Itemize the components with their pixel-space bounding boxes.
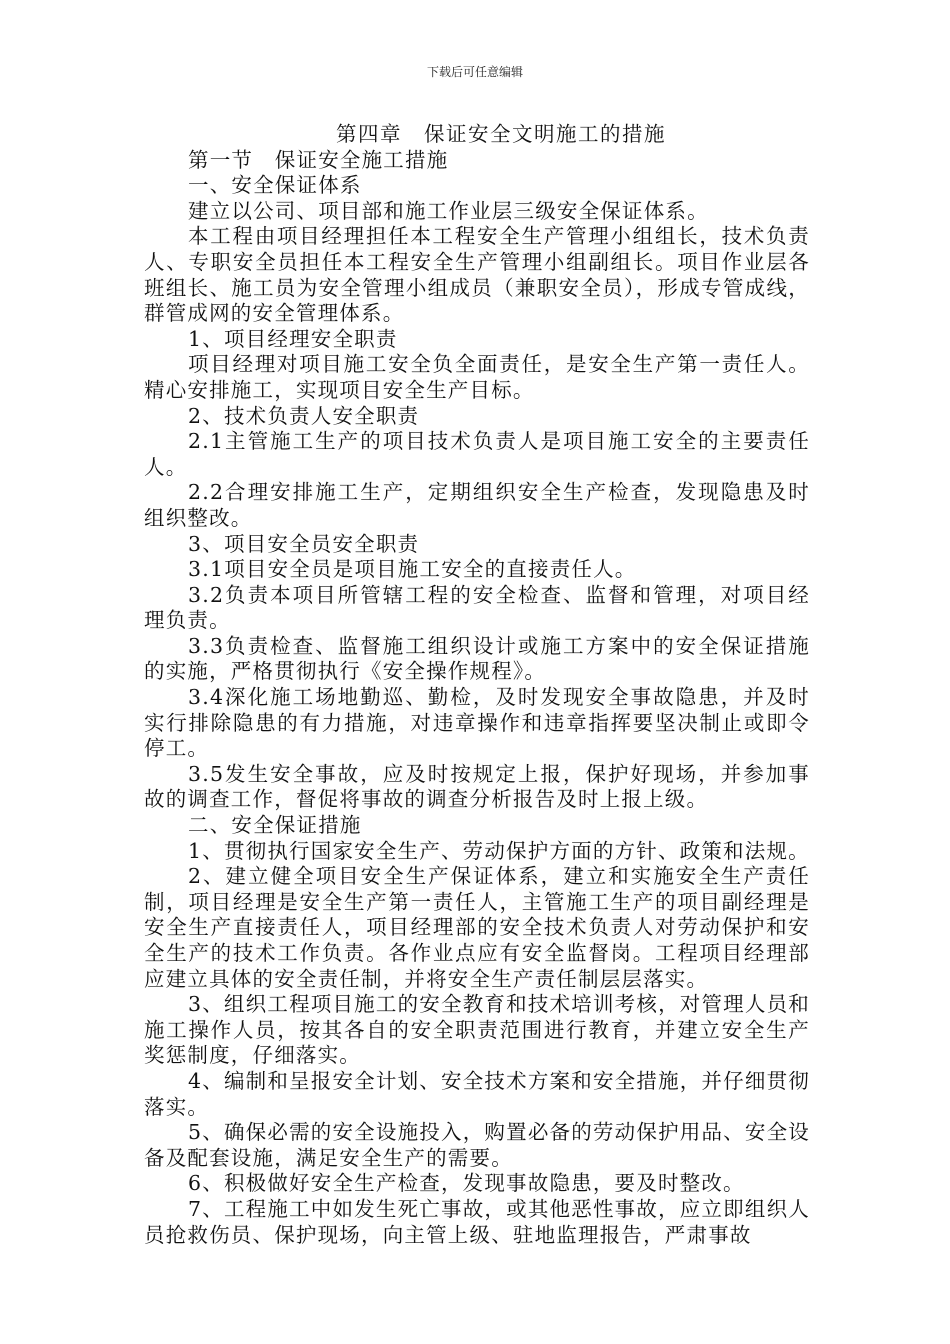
paragraph: 项目经理对项目施工安全负全面责任，是安全生产第一责任人。精心安排施工，实现项目安全生产目标。 — [144, 352, 810, 402]
paragraph: 5、确保必需的安全设施投入，购置必备的劳动保护用品、安全设备及配套设施，满足安全生产的需要。 — [144, 1120, 810, 1170]
subsection-heading: 一、安全保证体系 — [188, 173, 362, 198]
paragraph: 3.4深化施工场地勤巡、勤检，及时发现安全事故隐患，并及时实行排除隐患的有力措施，对违章操作和违章指挥要坚决制止或即令停工。 — [144, 685, 810, 761]
section-heading: 第一节 保证安全施工措施 — [188, 147, 449, 172]
paragraph: 7、工程施工中如发生死亡事故，或其他恶性事故，应立即组织人员抢救伤员、保护现场，向主管上级、驻地监理报告，严肃事故 — [144, 1196, 810, 1247]
paragraph: 3.5发生安全事故，应及时按规定上报，保护好现场，并参加事故的调查工作，督促将事故的调查分析报告及时上报上级。 — [144, 761, 810, 812]
paragraph: 2.2合理安排施工生产，定期组织安全生产检查，发现隐患及时组织整改。 — [144, 480, 810, 530]
paragraph: 2、建立健全项目安全生产保证体系，建立和实施安全生产责任制，项目经理是安全生产第一责任人，主管施工生产的项目副经理是安全生产直接责任人，项目经理部的安全技术负责人对劳动保护和安全生产的技术工作负责。各作业点应有安全监督岗。工程项目经理部应建立具体的安全责任制，并将安全生产责任制层层落实。 — [144, 864, 810, 991]
paragraph: 2.1主管施工生产的项目技术负责人是项目施工安全的主要责任人。 — [144, 429, 810, 479]
paragraph: 1、贯彻执行国家安全生产、劳动保护方面的方针、政策和法规。 — [188, 838, 810, 863]
paragraph: 建立以公司、项目部和施工作业层三级安全保证体系。 — [188, 198, 709, 223]
paragraph: 4、编制和呈报安全计划、安全技术方案和安全措施，并仔细贯彻落实。 — [144, 1068, 810, 1119]
document-body — [144, 122, 810, 1248]
paragraph: 3.3负责检查、监督施工组织设计或施工方案中的安全保证措施的实施，严格贯彻执行《安全操作规程》。 — [144, 633, 810, 684]
paragraph: 3、组织工程项目施工的安全教育和技术培训考核，对管理人员和施工操作人员，按其各自的安全职责范围进行教育，并建立安全生产奖惩制度，仔细落实。 — [144, 992, 810, 1068]
item-heading: 1、项目经理安全职责 — [188, 326, 398, 351]
item-heading: 2、技术负责人安全职责 — [188, 403, 420, 428]
paragraph: 3.2负责本项目所管辖工程的安全检查、监督和管理，对项目经理负责。 — [144, 582, 810, 633]
subsection-heading: 二、安全保证措施 — [188, 813, 362, 838]
chapter-title: 第四章 保证安全文明施工的措施 — [336, 122, 666, 146]
item-heading: 3、项目安全员安全职责 — [188, 531, 420, 556]
paragraph: 6、积极做好安全生产检查，发现事故隐患，要及时整改。 — [188, 1171, 745, 1196]
paragraph: 3.1项目安全员是项目施工安全的直接责任人。 — [188, 557, 637, 582]
header-note: 下载后可任意编辑 — [426, 65, 523, 79]
paragraph: 本工程由项目经理担任本工程安全生产管理小组组长，技术负责人、专职安全员担任本工程安全生产管理小组副组长。项目作业层各班组长、施工员为安全管理小组成员（兼职安全员），形成专管成线，群管成网的安全管理体系。 — [144, 224, 810, 326]
